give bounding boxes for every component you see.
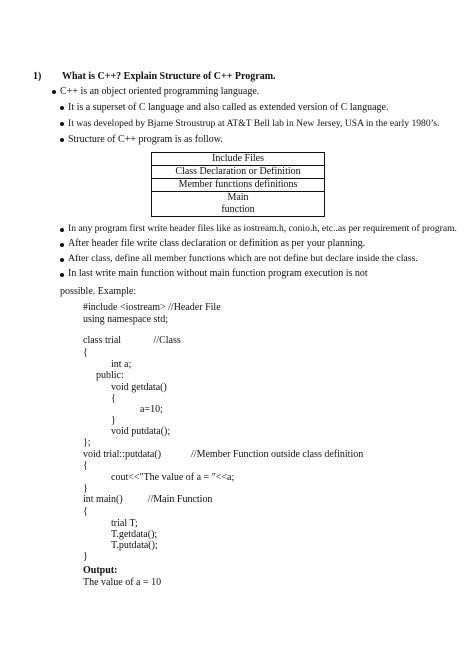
bullet-item: It is a superset of C language and also called as extended version of C language.	[68, 102, 389, 113]
table-cell: Class Declaration or Definition	[152, 166, 325, 179]
continuation-text: possible. Example:	[60, 286, 137, 297]
bullet-icon	[60, 273, 64, 277]
code-line: }	[83, 483, 88, 494]
bullet-item: C++ is an object oriented programming language.	[60, 86, 260, 97]
table-row	[152, 192, 325, 217]
bullet-item: After header file write class declaration or definition as per your planning.	[68, 238, 366, 249]
program-structure-table	[151, 152, 325, 217]
code-line: T.getdata();	[111, 529, 158, 540]
output-label: Output:	[83, 565, 118, 576]
bullet-icon	[60, 138, 64, 142]
bullet-item: Structure of C++ program is as follow.	[68, 134, 223, 145]
code-line: {	[83, 460, 88, 471]
table-cell: Include Files	[152, 153, 325, 166]
bullet-icon	[60, 228, 64, 232]
table-row	[152, 166, 325, 179]
code-line: #include <iostream> //Header File	[83, 302, 221, 313]
code-line: {	[83, 506, 88, 517]
code-line: class trial //Class	[83, 335, 181, 346]
code-line: a=10;	[140, 404, 163, 415]
code-line: trial T;	[111, 518, 138, 529]
bullet-item: After class, define all member functions which are not define but declare inside the class.	[68, 253, 418, 264]
code-line: void putdata();	[111, 426, 171, 437]
code-line: {	[111, 393, 116, 404]
code-line: void getdata()	[111, 382, 167, 393]
code-line: public:	[96, 370, 124, 381]
bullet-icon	[60, 243, 64, 247]
table-row	[152, 153, 325, 166]
code-line: int a;	[111, 359, 132, 370]
bullet-item: In any program first write header files like as iostream.h, conio.h, etc..as per requirement of program.	[68, 223, 457, 234]
bullet-icon	[60, 106, 64, 110]
code-line: }	[83, 551, 88, 562]
code-line: void trial::putdata() //Member Function outside class definition	[83, 449, 364, 460]
bullet-icon	[60, 122, 64, 126]
code-line: };	[83, 437, 91, 448]
output-value: The value of a = 10	[83, 577, 162, 588]
table-cell-line: function	[221, 204, 255, 215]
code-line: int main() //Main Function	[83, 494, 213, 505]
code-line: using namespace std;	[83, 314, 168, 325]
bullet-item: It was developed by Bjarne Stroustrup at AT&T Bell lab in New Jersey, USA in the early 1980’s.	[68, 118, 440, 129]
bullet-item: In last write main function without main function program execution is not	[68, 268, 368, 279]
question-title: What is C++? Explain Structure of C++ Program.	[62, 71, 276, 82]
table-cell: Member functions definitions	[152, 179, 325, 192]
question-number: 1)	[33, 71, 42, 82]
table-cell	[152, 192, 325, 217]
code-line: T.putdata();	[111, 540, 158, 551]
table-row	[152, 179, 325, 192]
code-line: cout<<"The value of a = "<<a;	[111, 472, 235, 483]
table-cell-line: Main	[227, 192, 249, 203]
bullet-icon	[60, 258, 64, 262]
code-line: {	[83, 347, 88, 358]
bullet-icon	[52, 90, 56, 94]
code-line: }	[111, 415, 116, 426]
